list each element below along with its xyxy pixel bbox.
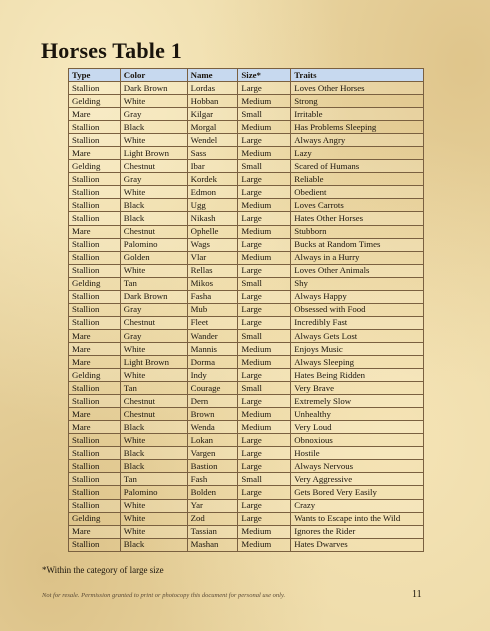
cell-size: Small (238, 277, 291, 290)
cell-type: Stallion (69, 382, 121, 395)
cell-color: Tan (120, 382, 187, 395)
cell-size: Medium (238, 121, 291, 134)
table-row (69, 303, 424, 316)
cell-traits: Reliable (291, 173, 424, 186)
cell-type: Mare (69, 225, 121, 238)
cell-name: Hobban (187, 95, 238, 108)
cell-name: Dern (187, 395, 238, 408)
cell-type: Stallion (69, 303, 121, 316)
cell-traits: Always Nervous (291, 460, 424, 473)
table-row (69, 238, 424, 251)
cell-type: Mare (69, 342, 121, 355)
cell-type: Gelding (69, 512, 121, 525)
cell-color: Chestnut (120, 160, 187, 173)
cell-name: Kilgar (187, 108, 238, 121)
cell-name: Wags (187, 238, 238, 251)
table-row (69, 486, 424, 499)
table-row (69, 160, 424, 173)
table-row (69, 369, 424, 382)
cell-color: Black (120, 447, 187, 460)
cell-size: Medium (238, 147, 291, 160)
page-number: 11 (412, 589, 422, 600)
table-row (69, 316, 424, 329)
cell-type: Mare (69, 147, 121, 160)
cell-color: Dark Brown (120, 82, 187, 95)
cell-traits: Scared of Humans (291, 160, 424, 173)
cell-size: Large (238, 486, 291, 499)
column-header-type: Type (69, 69, 121, 82)
cell-color: Black (120, 121, 187, 134)
cell-name: Tassian (187, 525, 238, 538)
cell-size: Large (238, 212, 291, 225)
table-row (69, 225, 424, 238)
cell-traits: Always in a Hurry (291, 251, 424, 264)
cell-traits: Shy (291, 277, 424, 290)
cell-traits: Hates Being Ridden (291, 369, 424, 382)
cell-size: Large (238, 434, 291, 447)
cell-color: Palomino (120, 486, 187, 499)
cell-color: White (120, 525, 187, 538)
cell-color: Light Brown (120, 355, 187, 368)
cell-size: Medium (238, 355, 291, 368)
cell-traits: Incredibly Fast (291, 316, 424, 329)
cell-size: Medium (238, 199, 291, 212)
cell-color: Black (120, 538, 187, 551)
cell-color: Chestnut (120, 395, 187, 408)
cell-traits: Has Problems Sleeping (291, 121, 424, 134)
cell-name: Fasha (187, 290, 238, 303)
table-row (69, 251, 424, 264)
cell-type: Stallion (69, 212, 121, 225)
cell-size: Medium (238, 525, 291, 538)
table-row (69, 186, 424, 199)
table-row (69, 382, 424, 395)
cell-name: Brown (187, 408, 238, 421)
cell-traits: Strong (291, 95, 424, 108)
cell-type: Mare (69, 525, 121, 538)
cell-color: Black (120, 199, 187, 212)
cell-name: Nikash (187, 212, 238, 225)
table-row (69, 421, 424, 434)
table-row (69, 199, 424, 212)
cell-color: White (120, 95, 187, 108)
cell-type: Stallion (69, 473, 121, 486)
cell-color: Chestnut (120, 408, 187, 421)
cell-size: Small (238, 108, 291, 121)
cell-traits: Hates Dwarves (291, 538, 424, 551)
table-row (69, 264, 424, 277)
table-row (69, 395, 424, 408)
cell-type: Stallion (69, 447, 121, 460)
cell-color: Gray (120, 173, 187, 186)
table-row (69, 473, 424, 486)
cell-type: Stallion (69, 316, 121, 329)
table-row (69, 355, 424, 368)
cell-type: Stallion (69, 538, 121, 551)
cell-type: Mare (69, 408, 121, 421)
cell-name: Courage (187, 382, 238, 395)
cell-type: Stallion (69, 264, 121, 277)
cell-traits: Loves Other Animals (291, 264, 424, 277)
cell-size: Large (238, 460, 291, 473)
cell-color: Palomino (120, 238, 187, 251)
cell-color: Golden (120, 251, 187, 264)
cell-traits: Obnoxious (291, 434, 424, 447)
cell-color: Gray (120, 108, 187, 121)
table-row (69, 173, 424, 186)
cell-size: Large (238, 499, 291, 512)
cell-type: Stallion (69, 121, 121, 134)
table-row (69, 525, 424, 538)
cell-color: White (120, 499, 187, 512)
table-row (69, 342, 424, 355)
cell-name: Fleet (187, 316, 238, 329)
cell-size: Small (238, 473, 291, 486)
cell-size: Large (238, 369, 291, 382)
cell-name: Wendel (187, 134, 238, 147)
cell-color: White (120, 134, 187, 147)
table-body (69, 82, 424, 552)
cell-type: Stallion (69, 134, 121, 147)
cell-size: Large (238, 447, 291, 460)
cell-color: Tan (120, 473, 187, 486)
cell-size: Small (238, 382, 291, 395)
cell-traits: Always Happy (291, 290, 424, 303)
cell-name: Dorma (187, 355, 238, 368)
cell-traits: Unhealthy (291, 408, 424, 421)
cell-color: White (120, 186, 187, 199)
cell-type: Stallion (69, 395, 121, 408)
table-row (69, 499, 424, 512)
cell-type: Gelding (69, 369, 121, 382)
disclaimer: Not for resale. Permission granted to print or photocopy this document for personal use only. (42, 592, 286, 599)
horses-table (68, 68, 424, 552)
cell-type: Gelding (69, 95, 121, 108)
cell-color: Tan (120, 277, 187, 290)
cell-name: Wenda (187, 421, 238, 434)
cell-color: Black (120, 421, 187, 434)
cell-size: Large (238, 290, 291, 303)
table-row (69, 277, 424, 290)
cell-traits: Extremely Slow (291, 395, 424, 408)
cell-type: Stallion (69, 460, 121, 473)
cell-traits: Bucks at Random Times (291, 238, 424, 251)
cell-type: Stallion (69, 499, 121, 512)
cell-name: Rellas (187, 264, 238, 277)
cell-type: Mare (69, 108, 121, 121)
cell-size: Large (238, 303, 291, 316)
cell-traits: Loves Other Horses (291, 82, 424, 95)
column-header-size: Size* (238, 69, 291, 82)
cell-traits: Wants to Escape into the Wild (291, 512, 424, 525)
cell-type: Stallion (69, 434, 121, 447)
cell-type: Stallion (69, 251, 121, 264)
table-row (69, 134, 424, 147)
cell-size: Large (238, 316, 291, 329)
cell-color: Black (120, 460, 187, 473)
cell-name: Vargen (187, 447, 238, 460)
table-row (69, 434, 424, 447)
cell-traits: Enjoys Music (291, 342, 424, 355)
cell-traits: Obedient (291, 186, 424, 199)
cell-color: Dark Brown (120, 290, 187, 303)
cell-traits: Always Angry (291, 134, 424, 147)
cell-color: Chestnut (120, 225, 187, 238)
table-row (69, 108, 424, 121)
cell-name: Edmon (187, 186, 238, 199)
cell-type: Stallion (69, 173, 121, 186)
column-header-traits: Traits (291, 69, 424, 82)
cell-name: Mub (187, 303, 238, 316)
cell-traits: Hates Other Horses (291, 212, 424, 225)
cell-traits: Very Brave (291, 382, 424, 395)
table-row (69, 329, 424, 342)
cell-name: Vlar (187, 251, 238, 264)
cell-name: Bolden (187, 486, 238, 499)
cell-name: Sass (187, 147, 238, 160)
cell-color: White (120, 512, 187, 525)
cell-type: Stallion (69, 290, 121, 303)
cell-type: Mare (69, 421, 121, 434)
cell-size: Medium (238, 251, 291, 264)
cell-traits: Obsessed with Food (291, 303, 424, 316)
cell-name: Mannis (187, 342, 238, 355)
cell-size: Large (238, 264, 291, 277)
cell-size: Small (238, 329, 291, 342)
table-row (69, 147, 424, 160)
cell-size: Medium (238, 95, 291, 108)
column-header-name: Name (187, 69, 238, 82)
cell-color: White (120, 264, 187, 277)
cell-name: Wander (187, 329, 238, 342)
cell-type: Stallion (69, 199, 121, 212)
cell-traits: Loves Carrots (291, 199, 424, 212)
cell-type: Gelding (69, 277, 121, 290)
cell-name: Kordek (187, 173, 238, 186)
table-row (69, 121, 424, 134)
cell-name: Lokan (187, 434, 238, 447)
table-row (69, 95, 424, 108)
table-row (69, 82, 424, 95)
cell-traits: Crazy (291, 499, 424, 512)
cell-size: Medium (238, 408, 291, 421)
cell-size: Large (238, 82, 291, 95)
cell-size: Small (238, 160, 291, 173)
cell-type: Stallion (69, 486, 121, 499)
cell-name: Mashan (187, 538, 238, 551)
cell-type: Stallion (69, 82, 121, 95)
table-row (69, 512, 424, 525)
cell-name: Ugg (187, 199, 238, 212)
cell-size: Large (238, 512, 291, 525)
table-row (69, 408, 424, 421)
cell-color: White (120, 342, 187, 355)
cell-color: Chestnut (120, 316, 187, 329)
cell-type: Stallion (69, 238, 121, 251)
cell-traits: Very Loud (291, 421, 424, 434)
cell-size: Medium (238, 538, 291, 551)
cell-type: Mare (69, 355, 121, 368)
cell-name: Bastion (187, 460, 238, 473)
cell-size: Medium (238, 421, 291, 434)
cell-size: Medium (238, 342, 291, 355)
table-row (69, 290, 424, 303)
cell-size: Large (238, 395, 291, 408)
cell-traits: Lazy (291, 147, 424, 160)
cell-traits: Irritable (291, 108, 424, 121)
cell-traits: Hostile (291, 447, 424, 460)
cell-color: White (120, 369, 187, 382)
cell-name: Ibar (187, 160, 238, 173)
column-header-color: Color (120, 69, 187, 82)
table-header-row (69, 69, 424, 82)
cell-color: Gray (120, 303, 187, 316)
footnote: *Within the category of large size (42, 565, 164, 575)
cell-name: Zod (187, 512, 238, 525)
cell-color: Light Brown (120, 147, 187, 160)
cell-type: Mare (69, 329, 121, 342)
cell-name: Morgal (187, 121, 238, 134)
cell-type: Gelding (69, 160, 121, 173)
cell-traits: Stubborn (291, 225, 424, 238)
cell-traits: Gets Bored Very Easily (291, 486, 424, 499)
page-title: Horses Table 1 (41, 38, 182, 63)
cell-color: Black (120, 212, 187, 225)
table-row (69, 212, 424, 225)
cell-type: Stallion (69, 186, 121, 199)
cell-traits: Very Aggressive (291, 473, 424, 486)
cell-name: Ophelle (187, 225, 238, 238)
cell-name: Lordas (187, 82, 238, 95)
table-row (69, 460, 424, 473)
table-row (69, 447, 424, 460)
table-row (69, 538, 424, 551)
cell-traits: Always Sleeping (291, 355, 424, 368)
cell-size: Large (238, 238, 291, 251)
cell-name: Mikos (187, 277, 238, 290)
cell-size: Large (238, 186, 291, 199)
cell-size: Large (238, 173, 291, 186)
cell-size: Medium (238, 225, 291, 238)
cell-name: Yar (187, 499, 238, 512)
cell-size: Large (238, 134, 291, 147)
cell-color: Gray (120, 329, 187, 342)
cell-color: White (120, 434, 187, 447)
cell-traits: Ignores the Rider (291, 525, 424, 538)
cell-name: Indy (187, 369, 238, 382)
cell-traits: Always Gets Lost (291, 329, 424, 342)
cell-name: Fash (187, 473, 238, 486)
